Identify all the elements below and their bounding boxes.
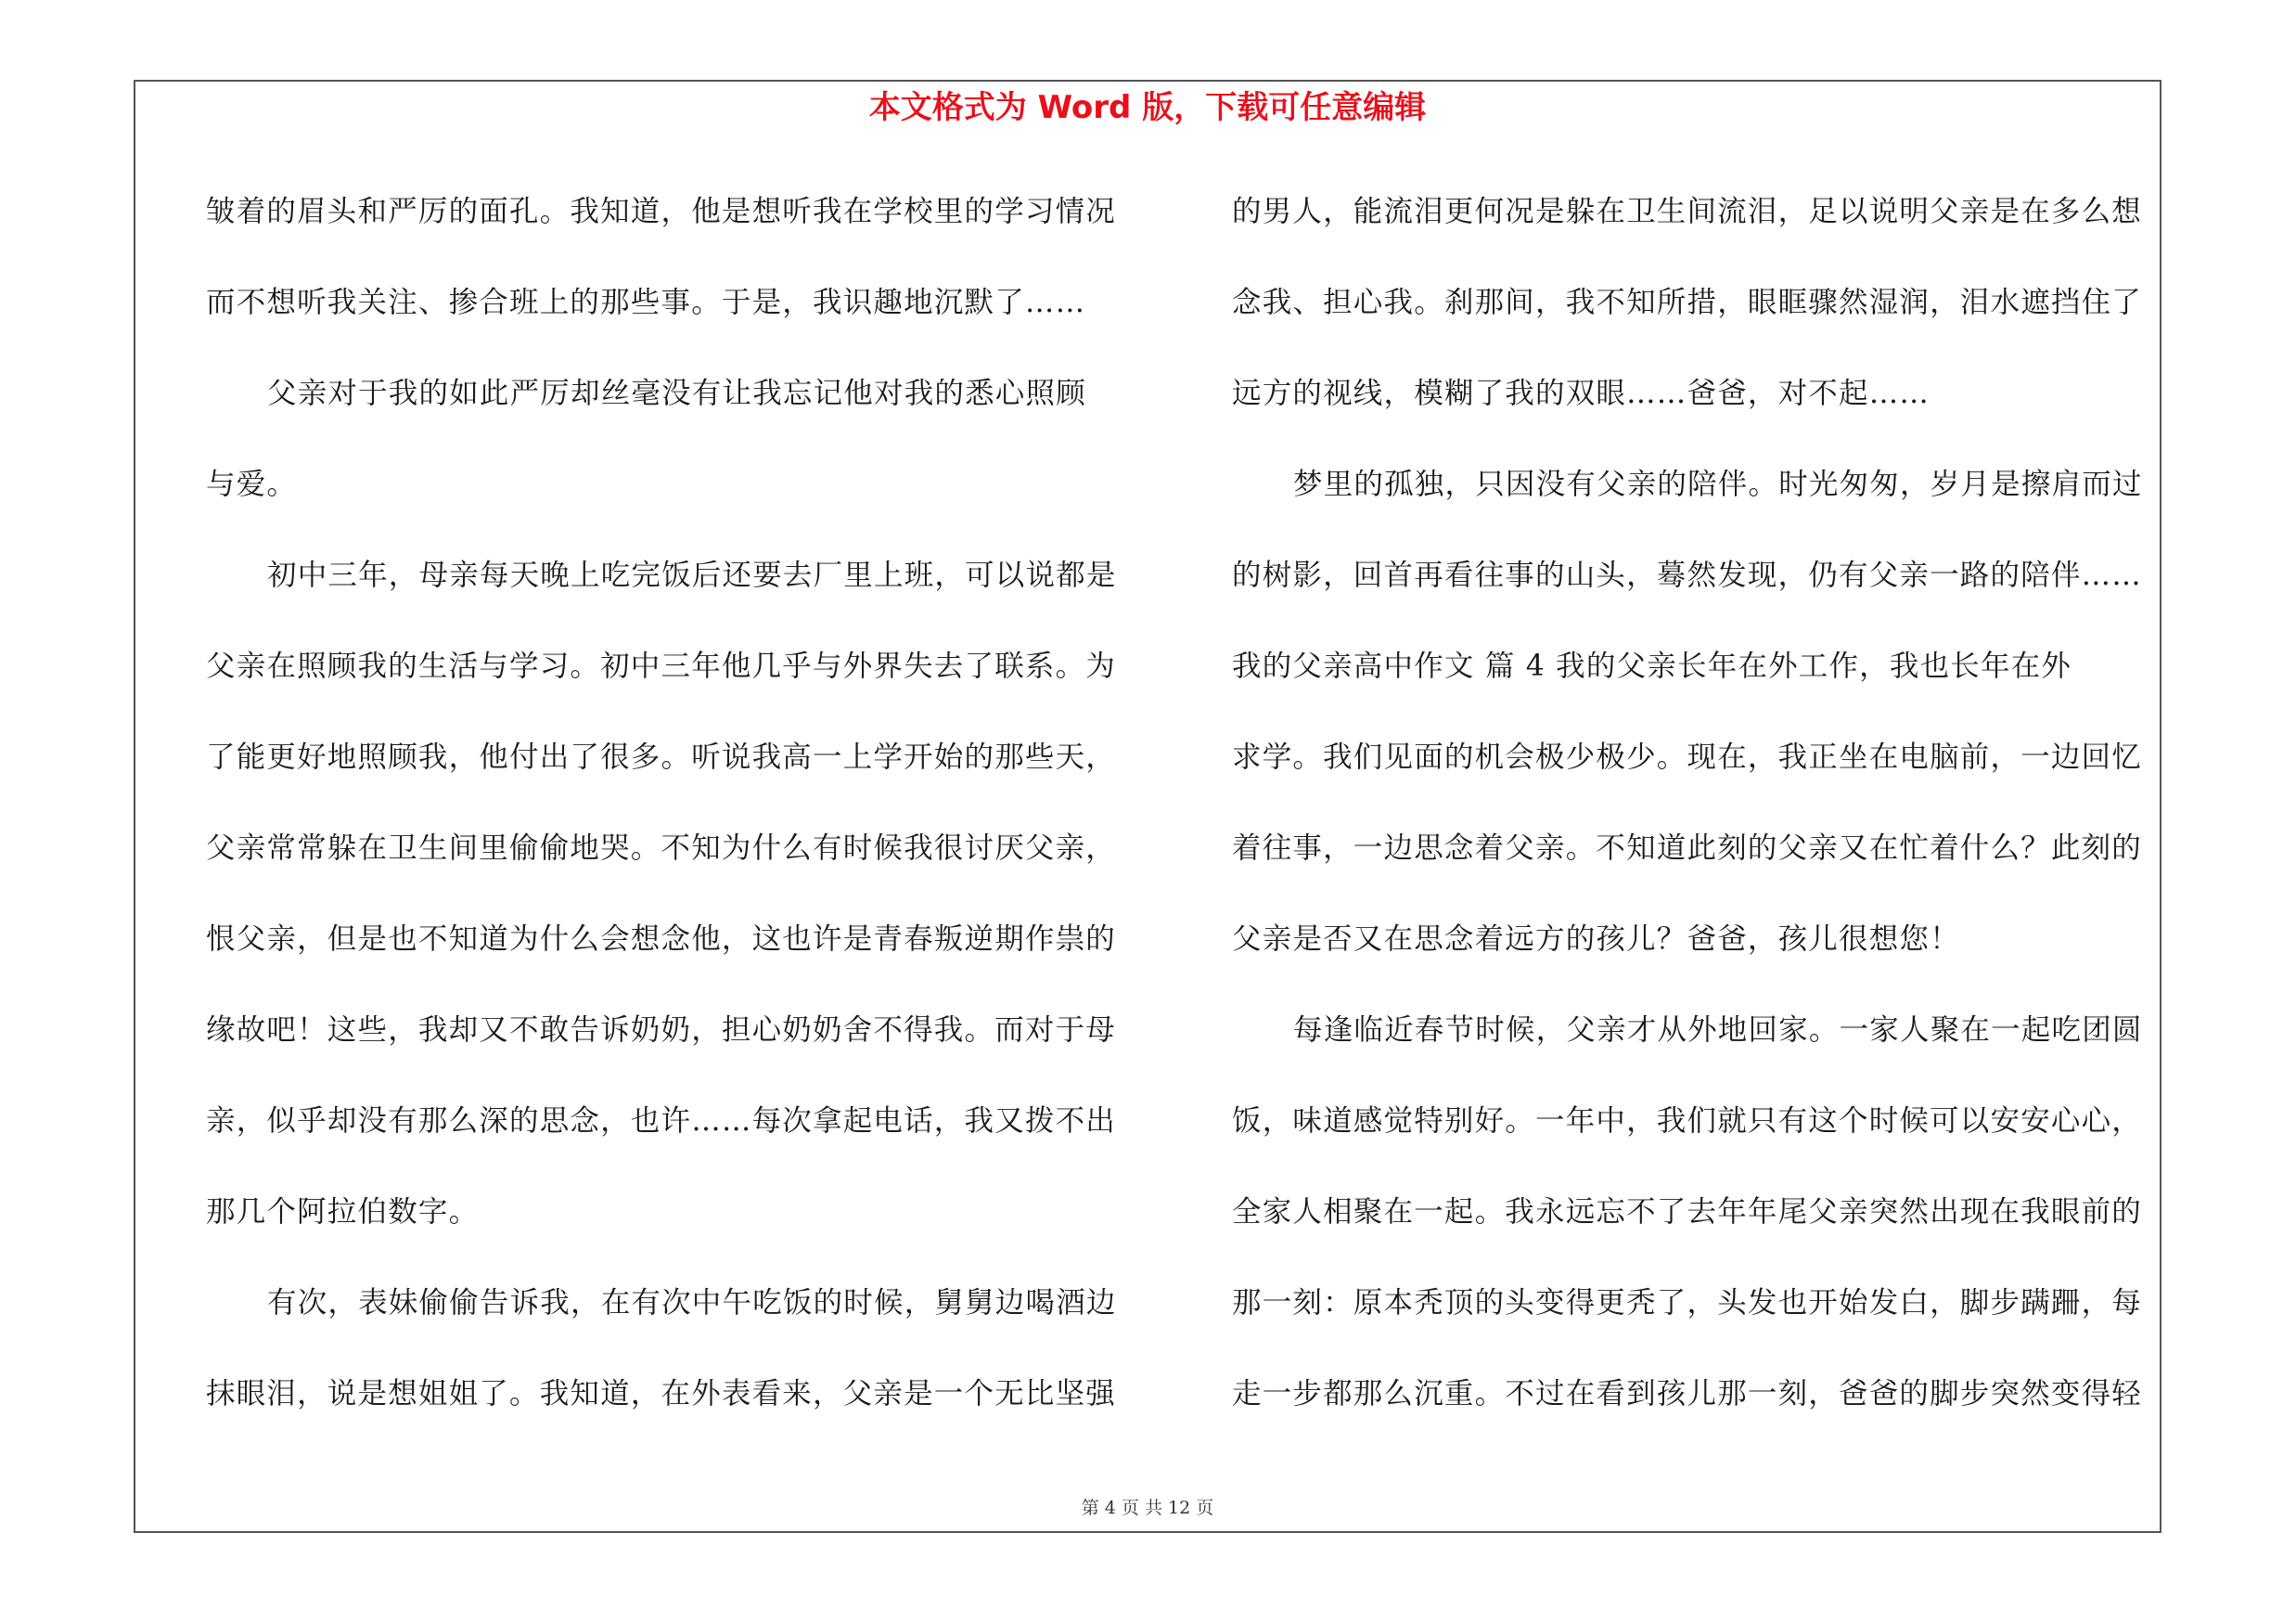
text-line: 的男人，能流泪更何况是躲在卫生间流泪，足以说明父亲是在多么想 bbox=[1232, 195, 2143, 228]
text-line: 远方的视线，模糊了我的双眼……爸爸，对不起…… bbox=[1232, 377, 1930, 410]
text-line: 的树影，回首再看往事的山头，蓦然发现，仍有父亲一路的陪伴…… bbox=[1232, 559, 2143, 592]
text-line: 恨父亲，但是也不知道为什么会想念他，这也许是青春叛逆期作祟的 bbox=[206, 922, 1117, 956]
text-line: 缘故吧！这些，我却又不敢告诉奶奶，担心奶奶舍不得我。而对于母 bbox=[206, 1013, 1117, 1047]
text-line: 我的父亲高中作文 篇 4 我的父亲长年在外工作，我也长年在外 bbox=[1232, 650, 2072, 683]
text-line: 父亲常常躲在卫生间里偷偷地哭。不知为什么有时候我很讨厌父亲， bbox=[206, 831, 1117, 865]
page-number: 第 4 页 共 12 页 bbox=[1081, 1498, 1214, 1518]
text-line: 抹眼泪，说是想姐姐了。我知道，在外表看来，父亲是一个无比坚强 bbox=[206, 1377, 1117, 1410]
right-column bbox=[1232, 184, 2155, 1457]
text-line: 父亲对于我的如此严厉却丝毫没有让我忘记他对我的悉心照顾 bbox=[267, 377, 1086, 410]
text-line: 亲，似乎却没有那么深的思念，也许……每次拿起电话，我又拨不出 bbox=[206, 1104, 1117, 1138]
text-line: 求学。我们见面的机会极少极少。现在，我正坐在电脑前，一边回忆 bbox=[1232, 741, 2143, 774]
text-line: 皱着的眉头和严厉的面孔。我知道，他是想听我在学校里的学习情况 bbox=[206, 195, 1117, 228]
text-line: 走一步都那么沉重。不过在看到孩儿那一刻，爸爸的脚步突然变得轻 bbox=[1232, 1377, 2143, 1410]
text-line: 全家人相聚在一起。我永远忘不了去年年尾父亲突然出现在我眼前的 bbox=[1232, 1195, 2143, 1229]
text-line: 那一刻：原本秃顶的头变得更秃了，头发也开始发白，脚步蹒跚，每 bbox=[1232, 1286, 2143, 1320]
text-line: 父亲在照顾我的生活与学习。初中三年他几乎与外界失去了联系。为 bbox=[206, 650, 1117, 683]
text-line: 而不想听我关注、掺合班上的那些事。于是，我识趣地沉默了…… bbox=[206, 286, 1086, 319]
text-line: 父亲是否又在思念着远方的孩儿？爸爸，孩儿很想您！ bbox=[1232, 922, 1960, 956]
text-line: 了能更好地照顾我，他付出了很多。听说我高一上学开始的那些天， bbox=[206, 741, 1117, 774]
text-line: 有次，表妹偷偷告诉我，在有次中午吃饭的时候，舅舅边喝酒边 bbox=[267, 1286, 1117, 1320]
left-column bbox=[206, 184, 1129, 1457]
text-line: 念我、担心我。刹那间，我不知所措，眼眶骤然湿润，泪水遮挡住了 bbox=[1232, 286, 2143, 319]
text-line: 初中三年，母亲每天晚上吃完饭后还要去厂里上班，可以说都是 bbox=[267, 559, 1117, 592]
text-line: 饭，味道感觉特别好。一年中，我们就只有这个时候可以安安心心， bbox=[1232, 1104, 2143, 1138]
format-banner: 本文格式为 Word 版，下载可任意编辑 bbox=[868, 89, 1427, 126]
text-line: 着往事，一边思念着父亲。不知道此刻的父亲又在忙着什么？此刻的 bbox=[1232, 831, 2143, 865]
text-line: 每逢临近春节时候，父亲才从外地回家。一家人聚在一起吃团圆 bbox=[1293, 1013, 2143, 1047]
text-line: 与爱。 bbox=[206, 468, 298, 501]
text-line: 那几个阿拉伯数字。 bbox=[206, 1195, 480, 1229]
text-line: 梦里的孤独，只因没有父亲的陪伴。时光匆匆，岁月是擦肩而过 bbox=[1293, 468, 2143, 501]
